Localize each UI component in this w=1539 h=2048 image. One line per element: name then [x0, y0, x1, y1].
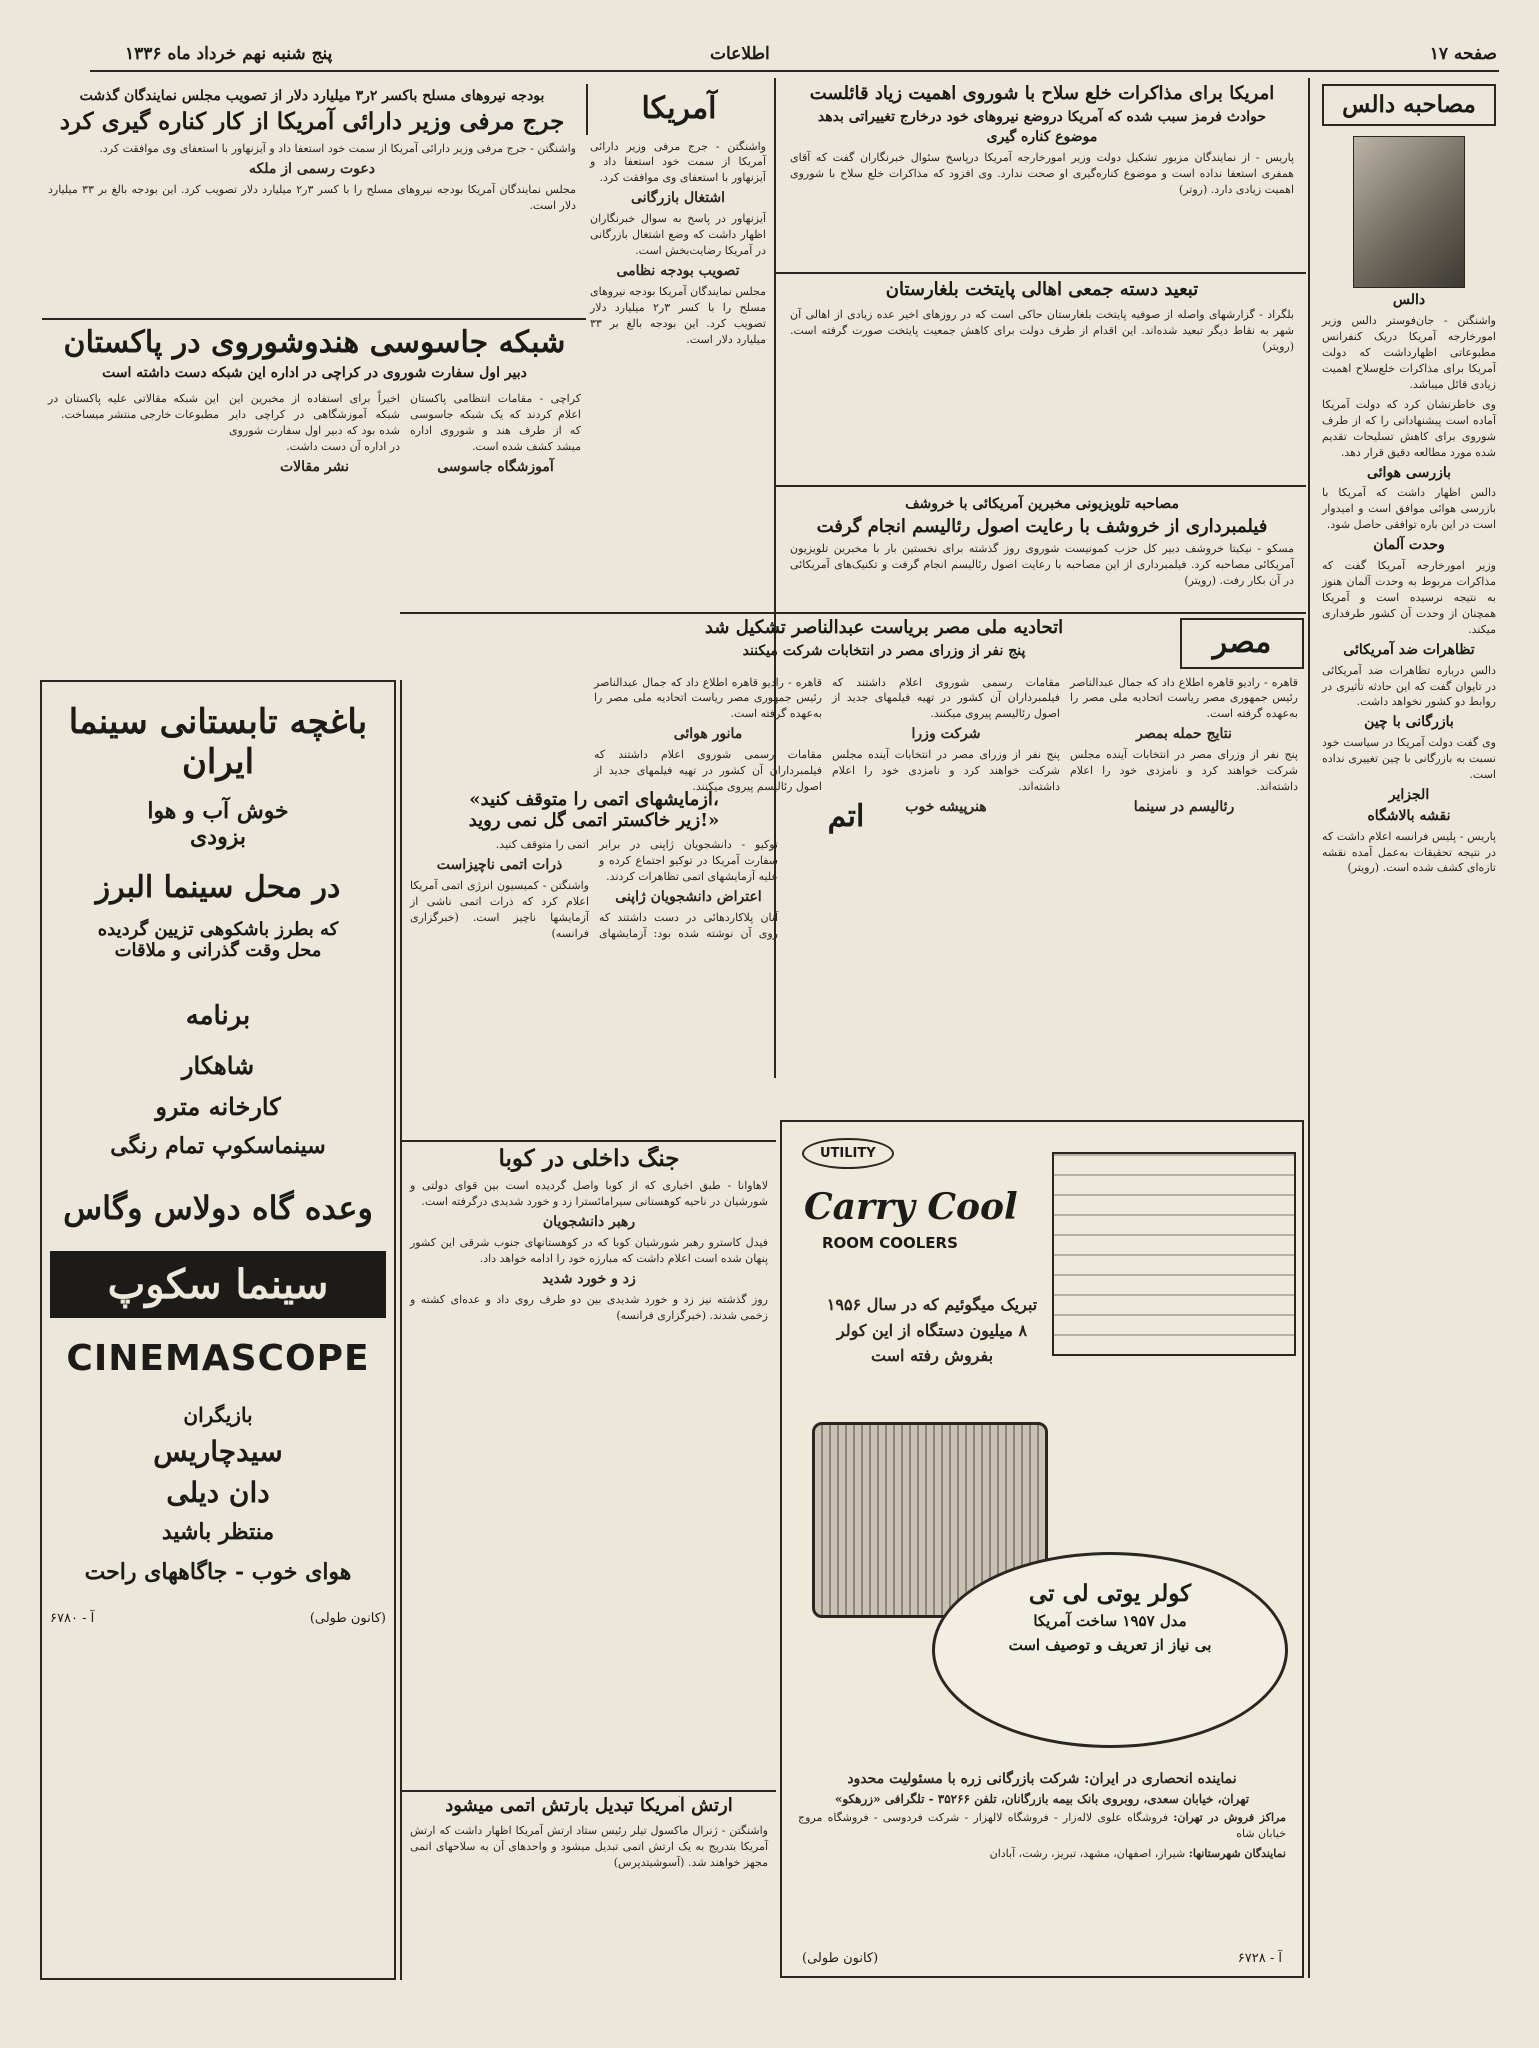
cuba-body: لاهاوانا - طبق اخباری که از کوبا واصل گردیده است بین قوای دولتی و شورشیان در ناحیه کوهستانی سیرامائسترا زد و خورد شدیدی درگرفته است. رهبر دانشجویان فیدل کاسترو رهبر شورشیان کوبا که در کوهستانهای جنوب شرقی این کشور پنهان شده است اعلام داشت که مبارزه خود را ادامه خواهد داد. زد و خورد شدید روز گذشته نیز زد و خورد شدیدی بین دو طرف روی داد و عده‌ای کشته و زخمی شدند. (خبرگزاری فرانسه) [410, 1179, 768, 1322]
america-label: آمریکا [586, 84, 770, 135]
cooler-oval [932, 1552, 1288, 1748]
dulles-subhead: نقشه بالاشگاه [1367, 807, 1451, 824]
disarmament-subtitle: حوادث فرمز سبب شده که آمریکا دروضع نیروهای خود درخارج تغییراتی بدهد [817, 108, 1267, 125]
utility-badge: UTILITY [802, 1138, 894, 1169]
film-kicker: مصاحبه تلویزیونی مخبرین آمریکائی با خروشف [905, 496, 1179, 512]
column-rule [400, 680, 402, 1980]
cinema-line: خوش آب و هوا [147, 798, 289, 824]
cinema-line: کارخانه مترو [155, 1092, 281, 1121]
cooler-ad-footer: (کانون طولی) [802, 1951, 879, 1966]
cinema-line: شاهکار [181, 1051, 255, 1080]
cinema-line: سینماسکوپ تمام رنگی [110, 1133, 326, 1159]
atom-article [404, 790, 784, 1130]
film-body: مسکو - نیکیتا خروشف دبیر کل حزب کمونیست شوروی روز گذشته برای نخستین بار با مخبرین تلویزیون آمریکائی مصاحبه کرد. فیلمبرداری از این مصاحبه با رعایت اصول رئالیسم انجام گرفت و تکنیک‌های آمریکائی در آن بکار رفت. (رویتر) [790, 542, 1294, 588]
dulles-subhead: الجزایر [1388, 786, 1430, 803]
cinema-banner: سینما سکوپ [50, 1251, 386, 1318]
cinema-line: وعده گاه دولاس وگاس [63, 1189, 373, 1227]
disarmament-article [782, 84, 1302, 264]
section-rule [776, 485, 1306, 487]
pakistan-subtitle: دبیر اول سفارت شوروی در کراچی در اداره این شبکه دست داشته است [102, 364, 527, 381]
pakistan-article [42, 326, 587, 676]
film-article [782, 492, 1302, 610]
cooler-claim: تبریک میگوئیم که در سال ۱۹۵۶ ۸ میلیون دستگاه از این کولر بفروش رفته است [826, 1295, 1038, 1366]
egypt-label: مصر [1180, 618, 1304, 669]
atom-label: اتم [827, 799, 865, 834]
bulgaria-body: بلگراد - گزارشهای واصله از صوفیه پایتخت بلغارستان حاکی است که در روزهای اخیر عده زیادی از اهالی آن شهر به نقاط دیگر تبعید شده‌اند. این اقدام از طرف دولت برای کاهش جمعیت پایتخت صورت گرفته است. (رویتر) [790, 307, 1294, 353]
atom-body: توکیو - دانشجویان ژاپنی در برابر سفارت آمریکا در توکیو اجتماع کرده و علیه آزمایشهای اتمی تظاهرات کردند. اعتراض دانشجویان ژاپنی آنان پلاکاردهائی در دست داشتند که روی آن نوشته شده بود: آزمایشهای اتمی را متوقف کنید. ذرات اتمی ناچیزاست واشنگتن - کمیسیون انرژی اتمی آمریکا اعلام کرد که ذرات اتمی ناشی از آزمایشها ناچیز است. (خبرگزاری فرانسه) [410, 838, 778, 940]
dulles-subhead: بازرسی هوائی [1366, 464, 1452, 481]
pakistan-headline: شبکه جاسوسی هندوشوروی در پاکستان [63, 326, 566, 360]
atom-headline: «آزمایشهای اتمی را متوقف کنید، [469, 790, 719, 810]
cinema-line: بزودی [190, 824, 246, 850]
cuba-article [404, 1146, 774, 1786]
cinema-line: هوای خوب - جاگاههای راحت [84, 1559, 352, 1585]
pakistan-body: کراچی - مقامات انتظامی پاکستان اعلام کردند که یک شبکه جاسوسی که از طرف هند و شوروی اداره میشد کشف شده است. آموزشگاه جاسوسی اخیراً برای استفاده از مخبرین این شبکه آموزشگاهی در کراچی دایر شده بود که دبیر اول سفارت شوروی در اداره آن دست داشت. نشر مقالات این شبکه مقالاتی علیه پاکستان در مطبوعات خارجی منتشر میساخت. [48, 392, 581, 476]
disarmament-subhead: موضوع کناره گیری [986, 129, 1098, 146]
cooler-ad-code: آ - ۶۷۲۸ [1237, 1951, 1282, 1966]
section-rule [42, 318, 586, 320]
murphy-body: واشنگتن - جرج مرفی وزیر دارائی آمریکا از سمت خود استعفا داد و آیزنهاور با استعفای وی موافقت کرد. دعوت رسمی از ملکه مجلس نمایندگان آمریکا بودجه نیروهای مسلح را با کسر ۳ر۲ میلیارد دلار تصویب کرد. این بودجه بالغ بر ۳۳ میلیارد دلار است. [48, 142, 576, 212]
queen-subhead: دعوت رسمی از ملکه [249, 161, 375, 178]
cinema-line: دان دیلی [166, 1476, 270, 1509]
carry-cool-logo: Carry Cool [804, 1186, 1018, 1228]
egypt-subtitle: پنج نفر از وزرای مصر در انتخابات شرکت میکنند [742, 642, 1026, 659]
america-article [586, 84, 770, 604]
film-headline: فیلمبرداری از خروشف با رعایت اصول رئالیسم انجام گرفت [816, 515, 1268, 537]
dulles-headline: مصاحبه دالس [1322, 84, 1496, 126]
dulles-caption: دالس [1392, 292, 1426, 309]
dulles-article: مصاحبه دالس دالس واشنگتن - جان‌فوستر دالس وزیر امورخارجه آمریکا دریک کنفرانس مطبوعاتی اظهارداشت که دولت آمریکا برای مذاکرات خلع‌سلاح اهمیت زیادی قائل میباشد. وی خاطرنشان کرد که دولت آمریکا آماده است پیشنهاداتی را که از طرف شوروی برای کاهش تسلیحات تقدیم شده مورد مطالعه دقیق قرار دهد. بازرسی هوائی دالس اظهار داشت که آمریکا با بازرسی هوائی موافق است و امیدوار است در این باره توافقی حاصل شود. وحدت آلمان وزیر امورخارجه آمریکا گفت که مذاکرات مربوط به وحدت آلمان هنوز به نتیجه نرسیده است و آمریکا همچنان از وحدت آن کشور طرفداری میکند. تظاهرات ضد آمریکائی دالس درباره تظاهرات ضد آمریکائی در تایوان گفت که این حادثه تأثیری در روابط دو کشور نخواهد داشت. بازرگانی با چین وی گفت دولت آمریکا در سیاست خود نسبت به بازرگانی با چین تغییری نداده است. الجزایر نقشه بالاشگاه پاریس - پلیس فرانسه اعلام داشت که در نتیجه تحقیقات به‌عمل آمده نقشه تازه‌ای کشف شده است. (رویتر) [1316, 84, 1502, 1974]
masthead-rule [90, 70, 1499, 72]
cinemascope-logo: CINEMASCOPE [66, 1338, 370, 1379]
army-headline: ارتش آمریکا تبدیل بارتش اتمی میشود [445, 1796, 733, 1816]
army-body: واشنگتن - ژنرال ماکسول تیلر رئیس ستاد ارتش آمریکا اظهار داشت که ارتش آمریکا بتدریج به یک ارتش اتمی تبدیل میشود و واحدهای آن به سلاحهای اتمی مجهز خواهند شد. (آسوشیتدپرس) [410, 1823, 768, 1869]
murphy-kicker: بودجه نیروهای مسلح باکسر ۲ر۳ میلیارد دلار از تصویب مجلس نمایندگان گذشت [79, 88, 545, 104]
cinema-ad-footer: (کانون طولی) [309, 1611, 386, 1626]
cinema-line: منتظر باشید [161, 1519, 275, 1545]
newspaper-name: اطلاعات [710, 44, 770, 64]
page-number: صفحه ۱۷ [1429, 44, 1497, 64]
bulgaria-article [782, 280, 1302, 480]
window-illustration [1052, 1152, 1296, 1356]
america-subhead: اشتغال بازرگانی [630, 190, 726, 207]
egypt-headline: اتحادیه ملی مصر بریاست عبدالناصر تشکیل شد [704, 618, 1064, 638]
disarmament-headline: امریکا برای مذاکرات خلع سلاح با شوروی اهمیت زیاد قائلست [809, 84, 1275, 104]
issue-date: پنج شنبه نهم خرداد ماه ۱۳۳۶ [125, 44, 333, 64]
america-subhead: تصویب بودجه نظامی [616, 262, 740, 279]
pakistan-subhead: آموزشگاه جاسوسی [437, 459, 554, 476]
cuba-headline: جنگ داخلی در کوبا [498, 1146, 680, 1172]
cinema-line: در محل سینما البرز [95, 870, 341, 905]
cinema-ad-code: آ - ۶۷۸۰ [50, 1611, 95, 1626]
cinema-line: محل وقت گذرانی و ملاقات [114, 940, 322, 961]
section-rule [400, 1140, 776, 1142]
america-body: واشنگتن - جرج مرفی وزیر دارائی آمریکا از سمت خود استعفا داد و آیزنهاور با استعفای وی موافقت کرد. اشتغال بازرگانی آیزنهاور در پاسخ به سوال خبرنگاران اظهار داشت که وضع اشتغال بازرگانی در آمریکا رضایت‌بخش است. تصویب بودجه نظامی مجلس نمایندگان آمریکا بودجه نیروهای مسلح را با کسر ۳ر۲ میلیارد دلار تصویب کرد. این بودجه بالغ بر ۳۳ میلیارد دلار است. [590, 139, 766, 346]
cinema-line: بازیگران [183, 1403, 253, 1427]
column-rule [1308, 78, 1310, 1978]
egypt-body: قاهره - رادیو قاهره اطلاع داد که جمال عبدالناصر رئیس جمهوری مصر ریاست اتحادیه ملی مصر را به‌عهده گرفته است. نتایج حمله بمصر پنج نفر از وزرای مصر در انتخابات آینده مجلس شرکت خواهند کرد و نامزدی خود را اعلام داشته‌اند. رئالیسم در سینما مقامات رسمی شوروی اعلام داشتند که فیلمبرداران آن کشور در تهیه فیلمهای جدید از اصول رئالیسم پیروی میکنند. شرکت وزرا پنج نفر از وزرای مصر در انتخابات آینده مجلس شرکت خواهند کرد و نامزدی خود را اعلام داشته‌اند. هنرپیشه خوب قاهره - رادیو قاهره اطلاع داد که جمال عبدالناصر رئیس جمهوری مصر ریاست اتحادیه ملی مصر را به‌عهده گرفته است. مانور هوائی مقامات رسمی شوروی اعلام داشتند که فیلمبرداران آن کشور در تهیه فیلمهای جدید از اصول رئالیسم پیروی میکنند. [594, 675, 1298, 815]
dulles-photo [1353, 136, 1465, 288]
cinema-line: برنامه [185, 1001, 251, 1031]
atom-headline-2: زیر خاکستر اتمی گل نمی روید!» [468, 809, 720, 831]
room-coolers-label: ROOM COOLERS [822, 1234, 958, 1252]
cooler-dealer: نماینده انحصاری در ایران: شرکت بازرگانی زره با مسئولیت محدود تهران، خیابان سعدی، روبروی بانک بیمه بازرگانان، تلفن ۳۵۲۶۶ - تلگرافی «زرهکو» مراکز فروش در تهران: فروشگاه علوی لاله‌زار - فروشگاه لالهزار - شرکت فردوسی - فروشگاه مروج خیابان شاه نمایندگان شهرستانها: شیراز، اصفهان، مشهد، تبریز، رشت، آبادان [798, 1771, 1286, 1861]
pakistan-subhead: نشر مقالات [280, 459, 349, 476]
cinema-line: سیدچاریس [153, 1435, 283, 1468]
disarmament-body: پاریس - از نمایندگان مزبور تشکیل دولت وزیر امورخارجه آمریکا درپاسخ سئوال خبرنگاران گفت که آقای همفری استعفا نداده است و موضوع کناره‌گیری او صحت ندارد. وی افزود که مذاکرات خلع سلاح با شوروی اهمیت زیادی دارد. (روتر) [790, 151, 1294, 197]
bulgaria-headline: تبعید دسته جمعی اهالی پایتخت بلغارستان [885, 280, 1199, 300]
cooler-ad [780, 1120, 1304, 1978]
cinema-ad [40, 680, 396, 1980]
dulles-subhead: وحدت آلمان [1373, 537, 1445, 554]
section-rule [400, 1790, 776, 1792]
dulles-body: واشنگتن - جان‌فوستر دالس وزیر امورخارجه آمریکا دریک کنفرانس مطبوعاتی اظهارداشت که دولت آمریکا برای مذاکرات خلع‌سلاح اهمیت زیادی قائل میباشد. وی خاطرنشان کرد که دولت آمریکا آماده است پیشنهاداتی را که از طرف شوروی برای کاهش تسلیحات تقدیم شده مورد مطالعه دقیق قرار دهد. [1322, 314, 1496, 459]
cooler-oval-tagline: بی نیاز از تعریف و توصیف است [1008, 1635, 1212, 1654]
cinema-line: باغچه تابستانی سینما ایران [68, 702, 368, 782]
dulles-subhead: تظاهرات ضد آمریکائی [1343, 641, 1475, 658]
cinema-line: که بطرز باشکوهی تزیین گردیده [97, 919, 339, 940]
cooler-oval-model: مدل ۱۹۵۷ ساخت آمریکا [1033, 1612, 1187, 1631]
army-article [404, 1796, 774, 1976]
murphy-article [42, 84, 582, 314]
dulles-subhead: بازرگانی با چین [1364, 714, 1454, 731]
murphy-headline: جرج مرفی وزیر دارائی آمریکا از کار کناره گیری کرد [59, 107, 565, 135]
cooler-oval-title: کولر یوتی لی تی [1028, 1580, 1192, 1607]
section-rule [776, 272, 1306, 274]
